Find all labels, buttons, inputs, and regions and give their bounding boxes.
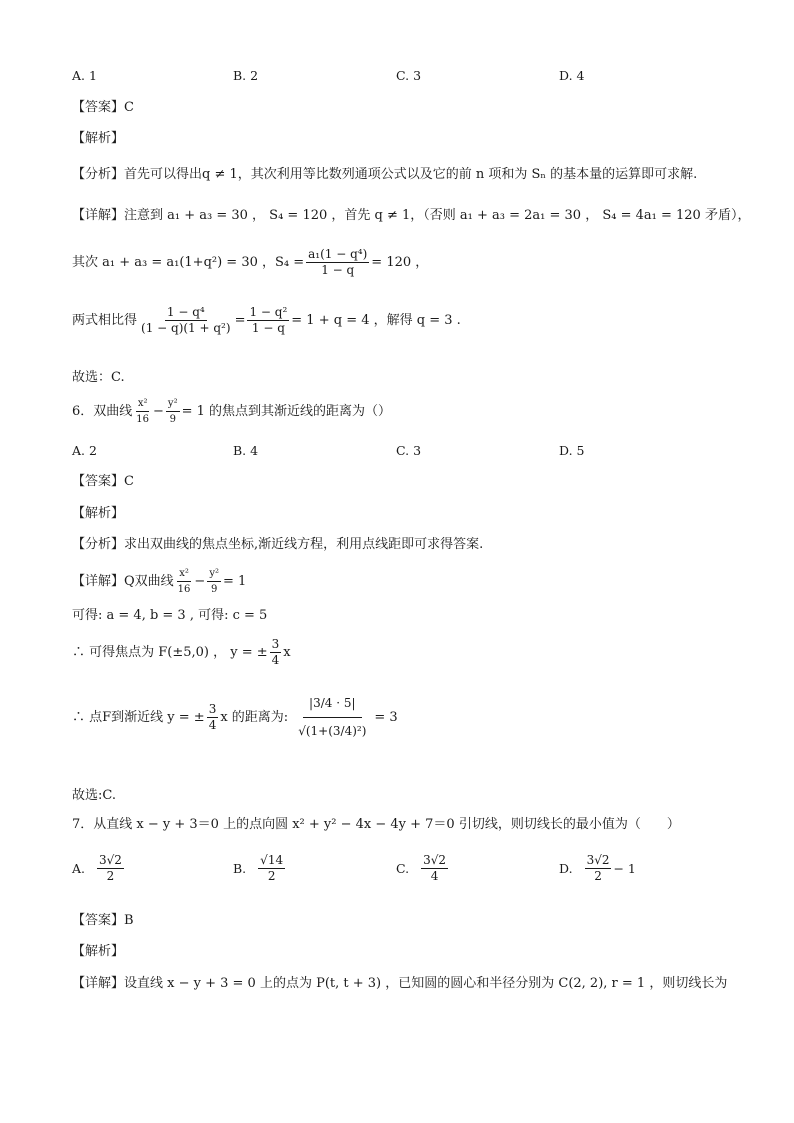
q6-option-c: C. 3: [396, 443, 422, 458]
denominator: 4: [208, 718, 217, 732]
q5-detail-line-2: [72, 247, 428, 278]
q6-option-a: A. 2: [72, 443, 97, 458]
q6-stem-fraction-x: [134, 396, 151, 427]
numerator: y²: [166, 396, 180, 412]
q6-stem-post: = 1 的焦点到其渐近线的距离为（）: [181, 403, 392, 419]
q6-line3-post: x: [283, 644, 291, 660]
q5-choose: 故选：C.: [72, 370, 125, 385]
q6-option-b: B. 4: [233, 443, 259, 458]
q6-line4-distance-fraction: [292, 690, 372, 745]
numerator: 3: [271, 637, 280, 651]
q6-detail-pre: 【详解】Q双曲线: [72, 573, 174, 589]
q6-detail-line-4: [72, 690, 398, 745]
q6-stem-fraction-y: [166, 396, 180, 427]
q5-detail-3-fraction-2: [247, 305, 289, 336]
denominator: 2: [594, 869, 602, 883]
q6-stem: [72, 396, 391, 427]
q7-option-a: [72, 853, 126, 884]
numerator: x²: [177, 566, 191, 582]
q5-option-c: C. 3: [396, 68, 422, 83]
q7-stem: 7．从直线 x − y + 3＝0 上的点向圆 x² + y² − 4x − 4y + 7＝0 引切线，则切线长的最小值为（ ）: [72, 817, 680, 832]
q6-detail-line-3: [72, 637, 291, 668]
q5-detail-3-equals: =: [234, 312, 246, 328]
option-label: B.: [233, 860, 247, 876]
q5-option-d: D. 4: [559, 68, 585, 83]
q6-answer: 【答案】C: [72, 474, 134, 489]
option-fraction: [258, 853, 285, 884]
q5-detail-2-fraction: [306, 247, 369, 278]
q6-line3-fraction: [270, 637, 282, 668]
denominator: 9: [169, 414, 176, 425]
denominator: 4: [430, 869, 439, 883]
denominator: √(1+(3/4)²): [298, 724, 367, 738]
denominator: (1 − q)(1 + q²): [141, 321, 231, 335]
q5-jiexi-label: 【解析】: [72, 131, 125, 146]
q6-line3-pre: ∴ 可得焦点为 F(±5,0) ， y = ±: [72, 644, 268, 660]
q6-jiexi-label: 【解析】: [72, 506, 125, 521]
q6-stem-minus: −: [153, 403, 164, 419]
q7-jiexi-label: 【解析】: [72, 944, 125, 959]
q5-analysis: 【分析】首先可以得出q ≠ 1，其次利用等比数列通项公式以及它的前 n 项和为 Sₙ 的基本量的运算即可求解.: [72, 167, 698, 182]
q5-detail-2-pre: 其次 a₁ + a₃ = a₁(1+q²) = 30 ，S₄ =: [72, 254, 305, 270]
option-tail: − 1: [613, 860, 636, 876]
q6-detail-fraction-x: [176, 566, 193, 597]
denominator: 2: [106, 869, 115, 883]
q6-detail-line-1: [72, 566, 246, 597]
q7-option-d: [559, 853, 636, 884]
q6-analysis: 【分析】求出双曲线的焦点坐标,渐近线方程，利用点线距即可求得答案.: [72, 537, 484, 552]
q6-line4-mid: x 的距离为:: [220, 709, 289, 725]
numerator: y²: [207, 566, 221, 582]
q7-answer: 【答案】B: [72, 913, 134, 928]
q6-line4-fraction-slope: [207, 702, 219, 733]
q5-answer: 【答案】C: [72, 100, 134, 115]
q6-line4-pre: ∴ 点F到渐近线 y = ±: [72, 709, 205, 725]
option-label: C.: [396, 860, 410, 876]
numerator: 3√2: [586, 853, 610, 867]
numerator: √14: [260, 853, 284, 867]
denominator: 16: [136, 414, 150, 425]
q7-option-c: [396, 853, 450, 884]
option-fraction: [97, 853, 124, 884]
denominator: 9: [210, 584, 218, 595]
option-fraction: [585, 853, 612, 884]
denominator: 1 − q: [321, 263, 355, 277]
q5-detail-3-post: = 1 + q = 4 ，解得 q = 3 .: [291, 312, 461, 328]
q5-detail-3-pre: 两式相比得: [72, 312, 138, 328]
q6-detail-minus: −: [194, 573, 206, 589]
q7-option-b: [233, 853, 287, 884]
option-fraction: [421, 853, 448, 884]
q6-detail-line-2: 可得: a = 4, b = 3 , 可得: c = 5: [72, 608, 268, 623]
q5-detail-2-post: = 120 ，: [371, 254, 429, 270]
numerator: 3√2: [99, 853, 122, 867]
q5-detail-line-3: [72, 305, 461, 336]
denominator: 1 − q: [251, 321, 285, 335]
numerator: 1 − q²: [249, 305, 288, 319]
denominator: 4: [271, 653, 280, 667]
numerator: 1 − q⁴: [166, 305, 205, 319]
q5-detail-3-fraction-1: [139, 305, 233, 336]
q5-detail-line-1: 【详解】注意到 a₁ + a₃ = 30 ， S₄ = 120 ，首先 q ≠ 1，（否则 a₁ + a₃ = 2a₁ = 30 ， S₄ = 4a₁ = 120 矛盾），: [72, 208, 751, 223]
denominator: 2: [267, 869, 276, 883]
q6-line4-post: = 3: [374, 709, 398, 725]
numerator: 3: [208, 702, 217, 716]
numerator: a₁(1 − q⁴): [308, 247, 368, 261]
numerator: 3√2: [423, 853, 447, 867]
q7-detail: 【详解】设直线 x − y + 3 = 0 上的点为 P(t, t + 3) ，已知圆的圆心和半径分别为 C(2, 2), r = 1 ，则切线长为: [72, 976, 728, 991]
option-label: D.: [559, 860, 573, 876]
option-label: A.: [72, 860, 86, 876]
q6-choose: 故选:C.: [72, 788, 116, 803]
numerator: |3/4 · 5|: [303, 690, 361, 718]
denominator: 16: [177, 584, 191, 595]
numerator: x²: [136, 396, 150, 412]
q5-option-a: A. 1: [72, 68, 97, 83]
q5-option-b: B. 2: [233, 68, 259, 83]
q6-detail-post: = 1: [222, 573, 247, 589]
q6-option-d: D. 5: [559, 443, 585, 458]
q6-detail-fraction-y: [207, 566, 221, 597]
q6-stem-pre: 6．双曲线: [72, 403, 133, 419]
